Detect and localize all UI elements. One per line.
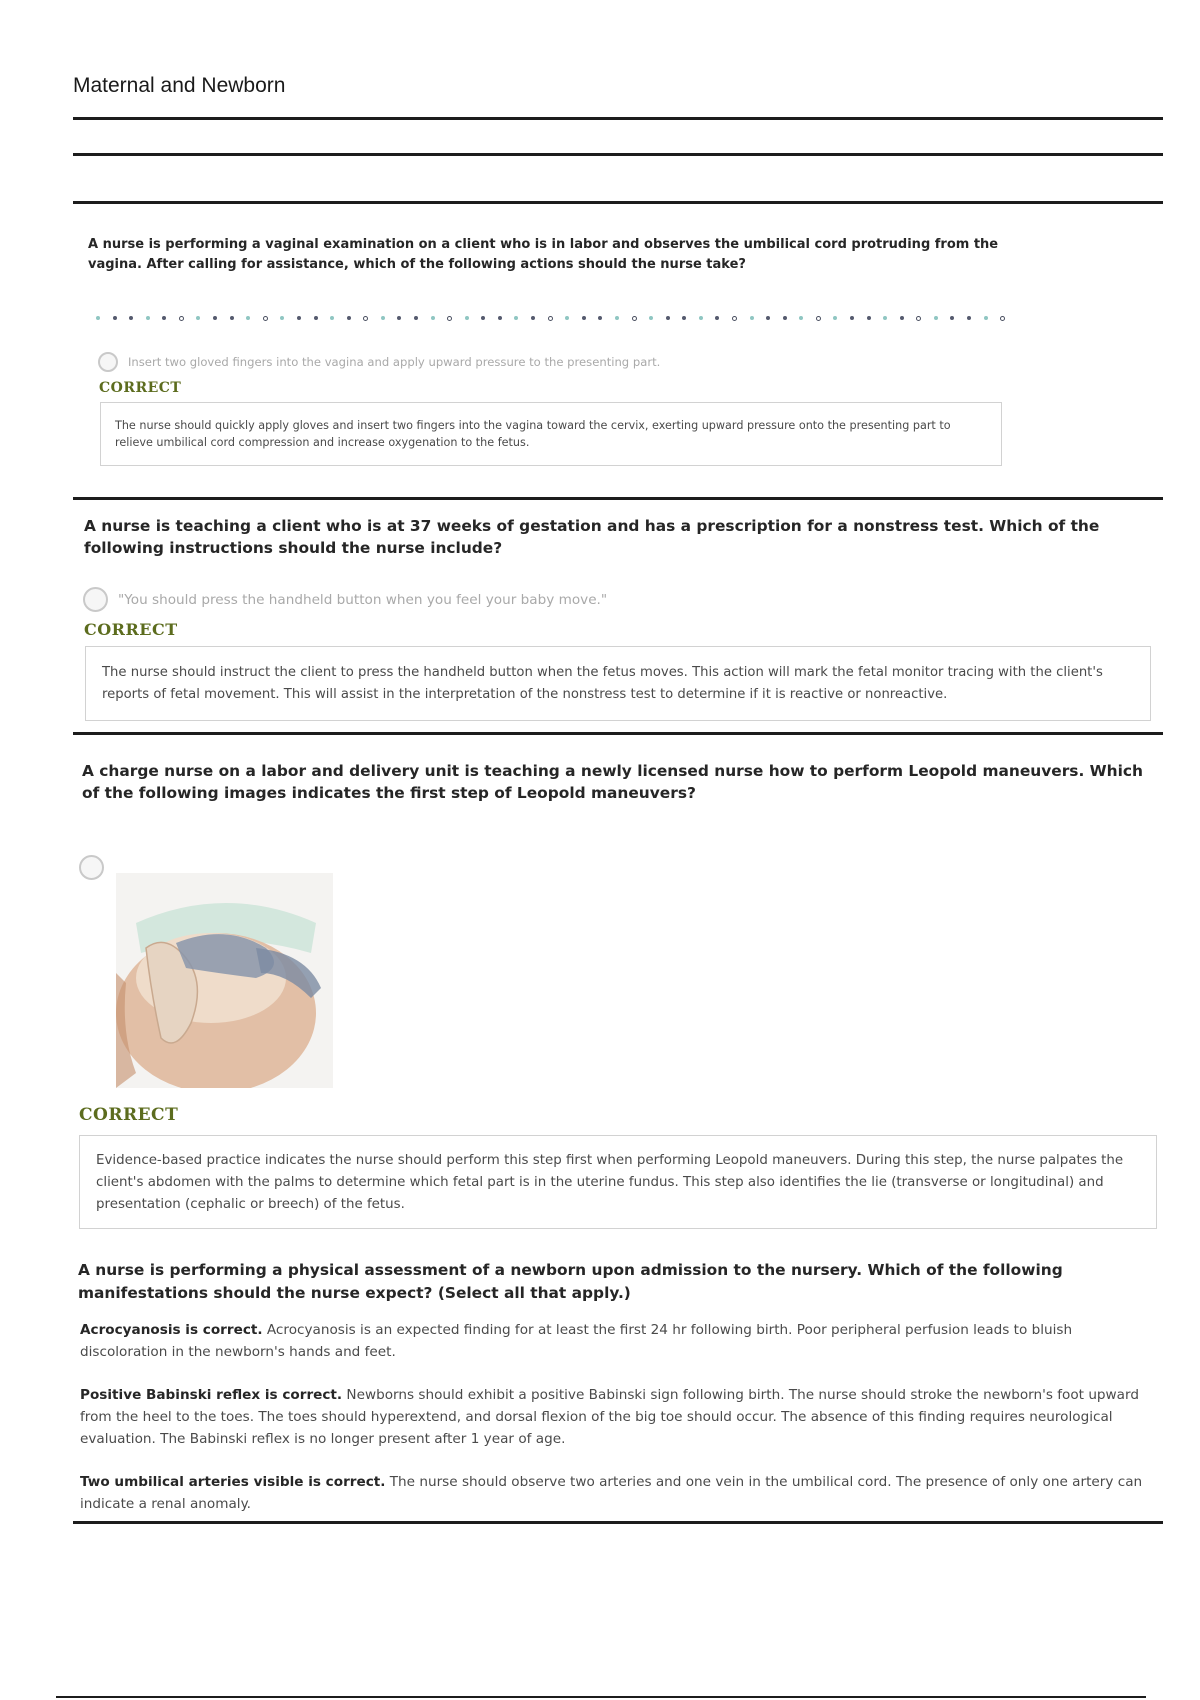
section-divider	[73, 497, 1163, 500]
progress-dot	[615, 316, 619, 320]
progress-dot	[766, 316, 770, 320]
progress-dot	[967, 316, 971, 320]
progress-dot	[850, 316, 854, 320]
section-divider	[73, 201, 1163, 204]
progress-dot	[162, 316, 166, 320]
question-4-stem: A nurse is performing a physical assessment of a newborn upon admission to the nursery. Which of the following manifestations should the nurse expect? (Select all that apply.)	[78, 1261, 1063, 1302]
progress-dot	[213, 316, 217, 320]
answer-text: Newborns should exhibit a positive Babinski sign following birth. The nurse should stroke the newborn's foot upward from the heel to the toes. The toes should hyperextend, and dorsal flexion of the big toe should occur. The absence of this finding requires neurological evaluation. The Babinski reflex is no longer present after 1 year of age.	[80, 1387, 1139, 1447]
progress-dot	[934, 316, 938, 320]
progress-dot	[498, 316, 502, 320]
progress-dot	[598, 316, 602, 320]
rationale-text: The nurse should quickly apply gloves and insert two fingers into the vagina toward the cervix, exerting upward pressure onto the presenting part to relieve umbilical cord compression and increase oxygenation to the fetus.	[115, 419, 951, 449]
progress-dot	[314, 316, 318, 320]
progress-dot	[297, 316, 301, 320]
progress-dot	[565, 316, 569, 320]
progress-dot	[246, 316, 250, 320]
progress-dot	[1000, 316, 1005, 321]
progress-dot	[514, 316, 518, 320]
rationale-box	[85, 646, 1151, 721]
progress-dot	[699, 316, 703, 320]
progress-dot	[867, 316, 871, 320]
question-2-option[interactable]	[83, 587, 607, 612]
progress-dot	[833, 316, 837, 320]
leopold-maneuver-image[interactable]	[116, 873, 333, 1088]
progress-dot	[397, 316, 401, 320]
progress-dot	[96, 316, 100, 320]
progress-dot	[431, 316, 435, 320]
rationale-text: The nurse should instruct the client to press the handheld button when the fetus moves. This action will mark the fetal monitor tracing with the client's reports of fetal movement. This will assist in the interpretation of the nonstress test to determine if it is reactive or nonreactive.	[102, 665, 1103, 702]
correct-label: CORRECT	[79, 1105, 179, 1125]
radio-button[interactable]	[98, 352, 118, 372]
option-label: "You should press the handheld button when you feel your baby move."	[118, 591, 608, 608]
progress-dot	[330, 316, 334, 320]
rationale-box	[100, 402, 1002, 466]
progress-dot	[381, 316, 385, 320]
option-label: Insert two gloved fingers into the vagina and apply upward pressure to the presenting part.	[128, 355, 661, 369]
radio-button[interactable]	[79, 855, 104, 880]
progress-dot	[113, 316, 117, 320]
correct-label: CORRECT	[84, 620, 178, 639]
progress-dot	[783, 316, 787, 320]
progress-dot	[280, 316, 284, 320]
progress-dot	[900, 316, 904, 320]
progress-dot	[414, 316, 418, 320]
question-3-stem: A charge nurse on a labor and delivery unit is teaching a newly licensed nurse how to perform Leopold maneuvers. Which of the following images indicates the first step of Leopold maneuvers?	[82, 762, 1143, 802]
progress-dot	[230, 316, 234, 320]
progress-dot	[481, 316, 485, 320]
progress-dot	[916, 316, 921, 321]
answer-text: Acrocyanosis is an expected finding for at least the first 24 hr following birth. Poor peripheral perfusion leads to bluish discoloration in the newborn's hands and feet.	[80, 1322, 1073, 1360]
progress-dot	[632, 316, 637, 321]
progress-dot	[883, 316, 887, 320]
progress-dot	[146, 316, 150, 320]
progress-dot	[732, 316, 737, 321]
progress-dot	[816, 316, 821, 321]
progress-dot	[649, 316, 653, 320]
header-divider	[73, 117, 1163, 120]
progress-dot	[447, 316, 452, 321]
progress-dot	[263, 316, 268, 321]
progress-dot	[196, 316, 200, 320]
progress-dot	[950, 316, 954, 320]
progress-dot	[363, 316, 368, 321]
progress-dots	[96, 314, 1006, 322]
question-1-stem: A nurse is performing a vaginal examination on a client who is in labor and observes the umbilical cord protruding from the vagina. After calling for assistance, which of the following actions should the nurse take?	[88, 237, 999, 272]
section-divider	[73, 1521, 1163, 1524]
progress-dot	[347, 316, 351, 320]
progress-dot	[582, 316, 586, 320]
progress-dot	[465, 316, 469, 320]
page-bottom-border	[56, 1696, 1146, 1698]
progress-dot	[129, 316, 133, 320]
section-divider	[73, 732, 1163, 735]
page-title: Maternal and Newborn	[73, 74, 286, 97]
progress-dot	[682, 316, 686, 320]
answer-explanation	[80, 1319, 1160, 1363]
progress-dot	[984, 316, 988, 320]
answer-lead: Positive Babinski reflex is correct.	[80, 1387, 343, 1403]
abdomen-palpation-illustration	[116, 873, 333, 1088]
progress-dot	[750, 316, 754, 320]
answer-explanation	[80, 1384, 1160, 1450]
answer-explanation	[80, 1471, 1160, 1515]
answer-lead: Two umbilical arteries visible is correct.	[80, 1474, 386, 1490]
progress-dot	[666, 316, 670, 320]
rationale-box	[79, 1135, 1157, 1229]
rationale-text: Evidence-based practice indicates the nurse should perform this step first when performing Leopold maneuvers. During this step, the nurse palpates the client's abdomen with the palms to determine which fetal part is in the uterine fundus. This step also identifies the lie (transverse or longitudinal) and presentation (cephalic or breech) of the fetus.	[96, 1153, 1124, 1212]
header-divider	[73, 153, 1163, 156]
question-2-stem: A nurse is teaching a client who is at 37 weeks of gestation and has a prescription for a nonstress test. Which of the following instructions should the nurse include?	[84, 517, 1100, 557]
progress-dot	[548, 316, 553, 321]
radio-button[interactable]	[83, 587, 108, 612]
progress-dot	[799, 316, 803, 320]
answer-lead: Acrocyanosis is correct.	[80, 1322, 263, 1338]
answer-text: The nurse should observe two arteries and one vein in the umbilical cord. The presence of only one artery can indicate a renal anomaly.	[80, 1474, 1143, 1512]
correct-label: CORRECT	[99, 380, 182, 396]
progress-dot	[531, 316, 535, 320]
question-1-option[interactable]	[98, 352, 660, 372]
progress-dot	[179, 316, 184, 321]
progress-dot	[715, 316, 719, 320]
